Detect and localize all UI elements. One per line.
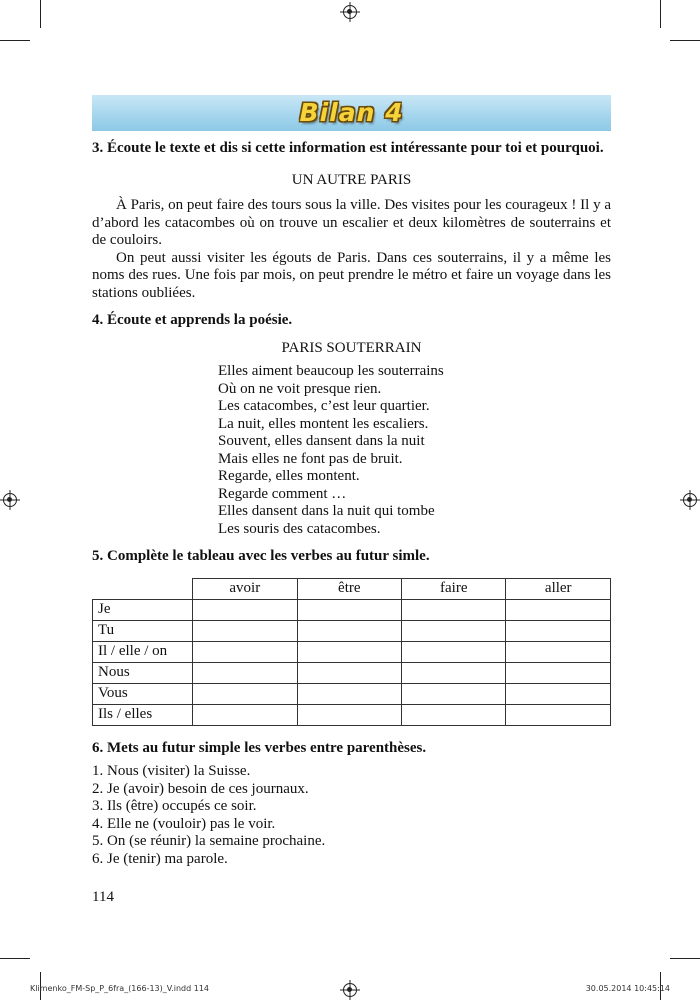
registration-mark-icon <box>683 493 697 507</box>
list-item: 6. Je (tenir) ma parole. <box>92 850 228 867</box>
row-header: Ils / elles <box>93 704 193 725</box>
answer-cell[interactable] <box>506 662 611 683</box>
answer-cell[interactable] <box>402 704 506 725</box>
table-corner <box>93 578 193 599</box>
column-header: être <box>297 578 401 599</box>
list-item: 5. On (se réunir) la semaine prochaine. <box>92 833 326 849</box>
table-row <box>93 704 611 725</box>
answer-cell[interactable] <box>193 704 298 725</box>
answer-cell[interactable] <box>506 620 611 641</box>
answer-cell[interactable] <box>402 620 506 641</box>
ex5-instruction: 5. Complète le tableau avec les verbes au futur simle. <box>92 548 430 564</box>
ex4-instruction: 4. Écoute et apprends la poésie. <box>92 312 293 328</box>
row-header: Vous <box>93 683 193 704</box>
poem-line: Où on ne voit presque rien. <box>218 380 382 397</box>
section-banner <box>92 95 611 131</box>
page-content <box>92 140 611 868</box>
answer-cell[interactable] <box>402 641 506 662</box>
page-number: 114 <box>92 889 114 905</box>
row-header: Nous <box>93 662 193 683</box>
answer-cell[interactable] <box>402 599 506 620</box>
row-header: Il / elle / on <box>93 641 193 662</box>
answer-cell[interactable] <box>193 641 298 662</box>
banner-title: Bilan 4 <box>299 98 404 127</box>
crop-mark <box>670 40 700 41</box>
poem-line: La nuit, elles montent les escaliers. <box>218 415 429 432</box>
answer-cell[interactable] <box>402 662 506 683</box>
footer-filename: Klimenko_FM-Sp_P_6fra_(166-13)_V.indd 114 <box>30 984 210 993</box>
poem-line: Les souris des catacombes. <box>218 520 381 537</box>
answer-cell[interactable] <box>193 620 298 641</box>
table-row <box>93 620 611 641</box>
ex6-instruction: 6. Mets au futur simple les verbes entre parenthèses. <box>92 739 427 756</box>
answer-cell[interactable] <box>297 704 401 725</box>
registration-mark-icon <box>3 493 17 507</box>
footer-timestamp: 30.05.2014 10:45:14 <box>585 984 670 993</box>
crop-mark <box>660 0 661 28</box>
list-item: 4. Elle ne (vouloir) pas le voir. <box>92 815 276 832</box>
list-item: 2. Je (avoir) besoin de ces journaux. <box>92 780 309 797</box>
list-item: 1. Nous (visiter) la Suisse. <box>92 763 251 779</box>
answer-cell[interactable] <box>297 620 401 641</box>
ex3-instruction: 3. Écoute le texte et dis si cette information est intéressante pour toi et pourquoi. <box>92 140 604 156</box>
answer-cell[interactable] <box>193 683 298 704</box>
poem-line: Regarde comment … <box>218 485 347 502</box>
table-row <box>93 641 611 662</box>
poem-line: Mais elles ne font pas de bruit. <box>218 450 403 467</box>
poem-line: Regarde, elles montent. <box>218 468 360 484</box>
answer-cell[interactable] <box>402 683 506 704</box>
crop-mark <box>670 958 700 959</box>
table-header-row <box>93 578 611 599</box>
answer-cell[interactable] <box>297 641 401 662</box>
ex3-paragraph: On peut aussi visiter les égouts de Paris. Dans ces souterrains, il y a même les noms des rues. Une fois par mois, on peut prendre le métro et faire un voyage dans les stations oubliées. <box>92 249 611 301</box>
poem-line: Elles dansent dans la nuit qui tombe <box>218 503 435 519</box>
answer-cell[interactable] <box>193 599 298 620</box>
poem-line: Elles aiment beaucoup les souterrains <box>218 363 444 379</box>
conjugation-table <box>92 578 611 726</box>
answer-cell[interactable] <box>297 599 401 620</box>
row-header: Tu <box>93 620 193 641</box>
answer-cell[interactable] <box>506 641 611 662</box>
ex3-text-title: UN AUTRE PARIS <box>291 171 412 188</box>
registration-mark-icon <box>343 983 357 997</box>
answer-cell[interactable] <box>506 599 611 620</box>
crop-mark <box>0 40 30 41</box>
ex3-paragraph: À Paris, on peut faire des tours sous la ville. Des visites pour les courageux ! Il y a d’abord les catacombes où on trouve un escalier et deux kilomètres de souterrains et de couloirs. <box>92 197 611 248</box>
table-row <box>93 599 611 620</box>
answer-cell[interactable] <box>506 704 611 725</box>
column-header: faire <box>402 578 506 599</box>
answer-cell[interactable] <box>193 662 298 683</box>
answer-cell[interactable] <box>297 662 401 683</box>
exercise-list <box>92 763 611 868</box>
crop-mark <box>40 0 41 28</box>
row-header: Je <box>93 599 193 620</box>
poem <box>218 363 611 538</box>
crop-mark <box>0 958 30 959</box>
answer-cell[interactable] <box>297 683 401 704</box>
poem-line: Les catacombes, c’est leur quartier. <box>218 398 430 414</box>
poem-line: Souvent, elles dansent dans la nuit <box>218 433 425 449</box>
column-header: aller <box>506 578 611 599</box>
table-row <box>93 662 611 683</box>
ex4-poem-title: PARIS SOUTERRAIN <box>281 339 422 356</box>
column-header: avoir <box>193 578 298 599</box>
answer-cell[interactable] <box>506 683 611 704</box>
table-row <box>93 683 611 704</box>
list-item: 3. Ils (être) occupés ce soir. <box>92 798 257 814</box>
registration-mark-icon <box>343 5 357 19</box>
